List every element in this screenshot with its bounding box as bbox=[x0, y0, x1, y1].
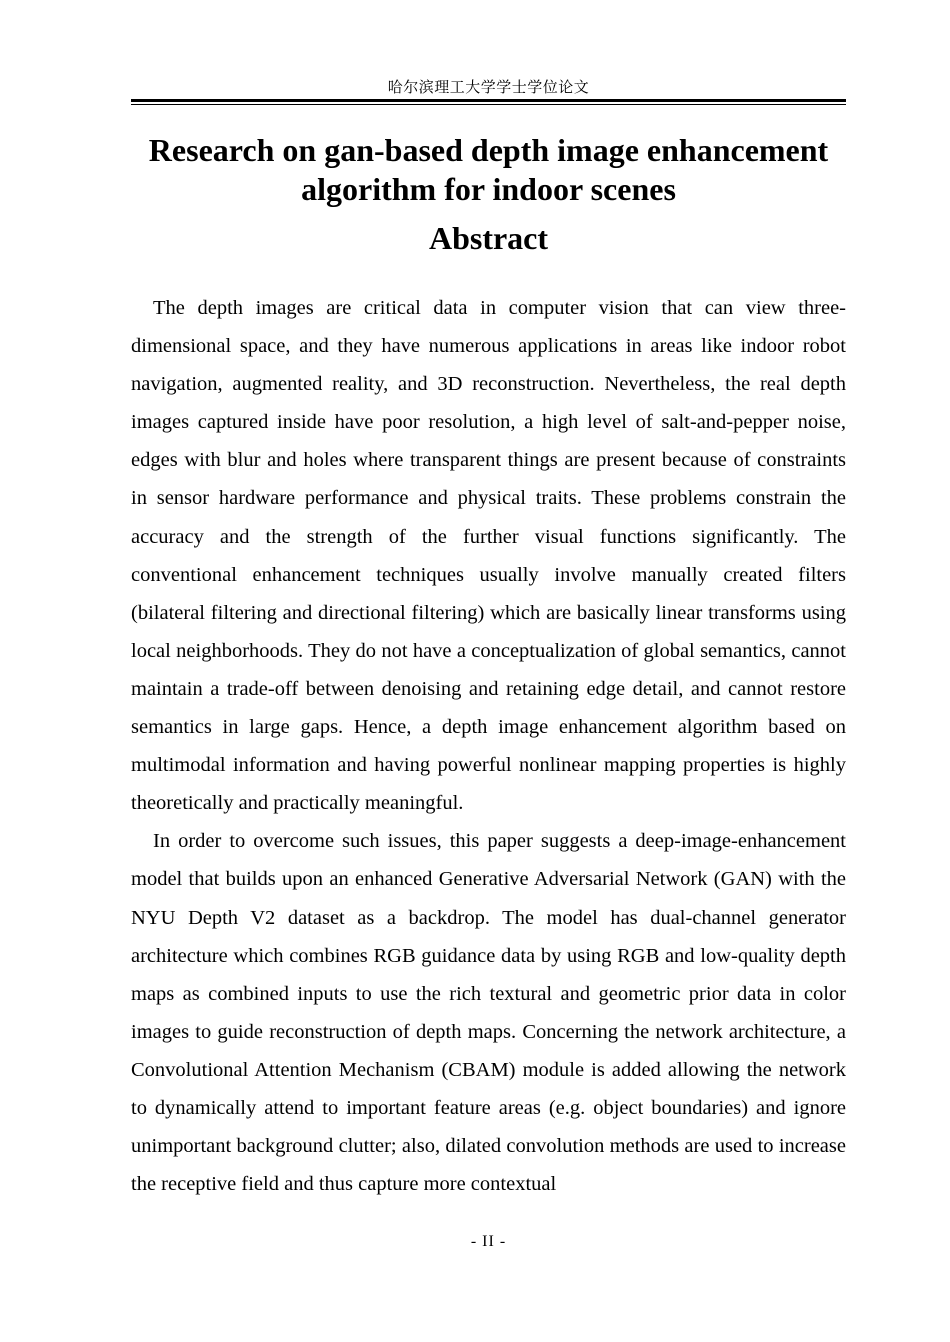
abstract-paragraph-2: In order to overcome such issues, this paper suggests a deep-image-enhancement model that builds upon an enhanced Generative Adversarial Network (GAN) with the NYU Depth V2 dataset as a backdrop. The model has dual-channel generator architecture which combines RGB guidance data by using RGB and low-quality depth maps as combined inputs to use the rich textural and geometric prior data in color images to guide reconstruction of depth maps. Concerning the network architecture, a Convolutional Attention Mechanism (CBAM) module is added allowing the network to dynamically attend to important feature areas (e.g. object boundaries) and ignore unimportant background clutter; also, dilated convolution methods are used to increase the receptive field and thus capture more contextual bbox=[131, 830, 846, 1196]
abstract-paragraph-1: The depth images are critical data in computer vision that can view three-dimensional space, and they have numerous applications in areas like indoor robot navigation, augmented reality, and 3D reconstruction. Nevertheless, the real depth images captured inside have poor resolution, a high level of salt-and-pepper noise, edges with blur and holes where transparent things are present because of constraints in sensor hardware performance and physical traits. These problems constrain the accuracy and the strength of the further visual functions significantly. The conventional enhancement techniques usually involve manually created filters (bilateral filtering and directional filtering) which are basically linear transforms using local neighborhoods. They do not have a conceptualization of global semantics, cannot maintain a trade-off between denoising and retaining edge detail, and cannot restore semantics in large gaps. Hence, a depth image enhancement algorithm based on multimodal information and having powerful nonlinear mapping properties is highly theoretically and practically meaningful. bbox=[131, 297, 846, 815]
paper-title: Research on gan-based depth image enhancement algorithm for indoor scenes bbox=[148, 132, 829, 207]
abstract-heading: Abstract bbox=[428, 220, 549, 256]
abstract-body bbox=[131, 289, 846, 1203]
page-number: - II - bbox=[470, 1233, 507, 1250]
header-rule-thin bbox=[131, 104, 846, 105]
header-rule-thick bbox=[131, 99, 846, 102]
running-header: 哈尔滨理工大学学士学位论文 bbox=[387, 80, 590, 96]
